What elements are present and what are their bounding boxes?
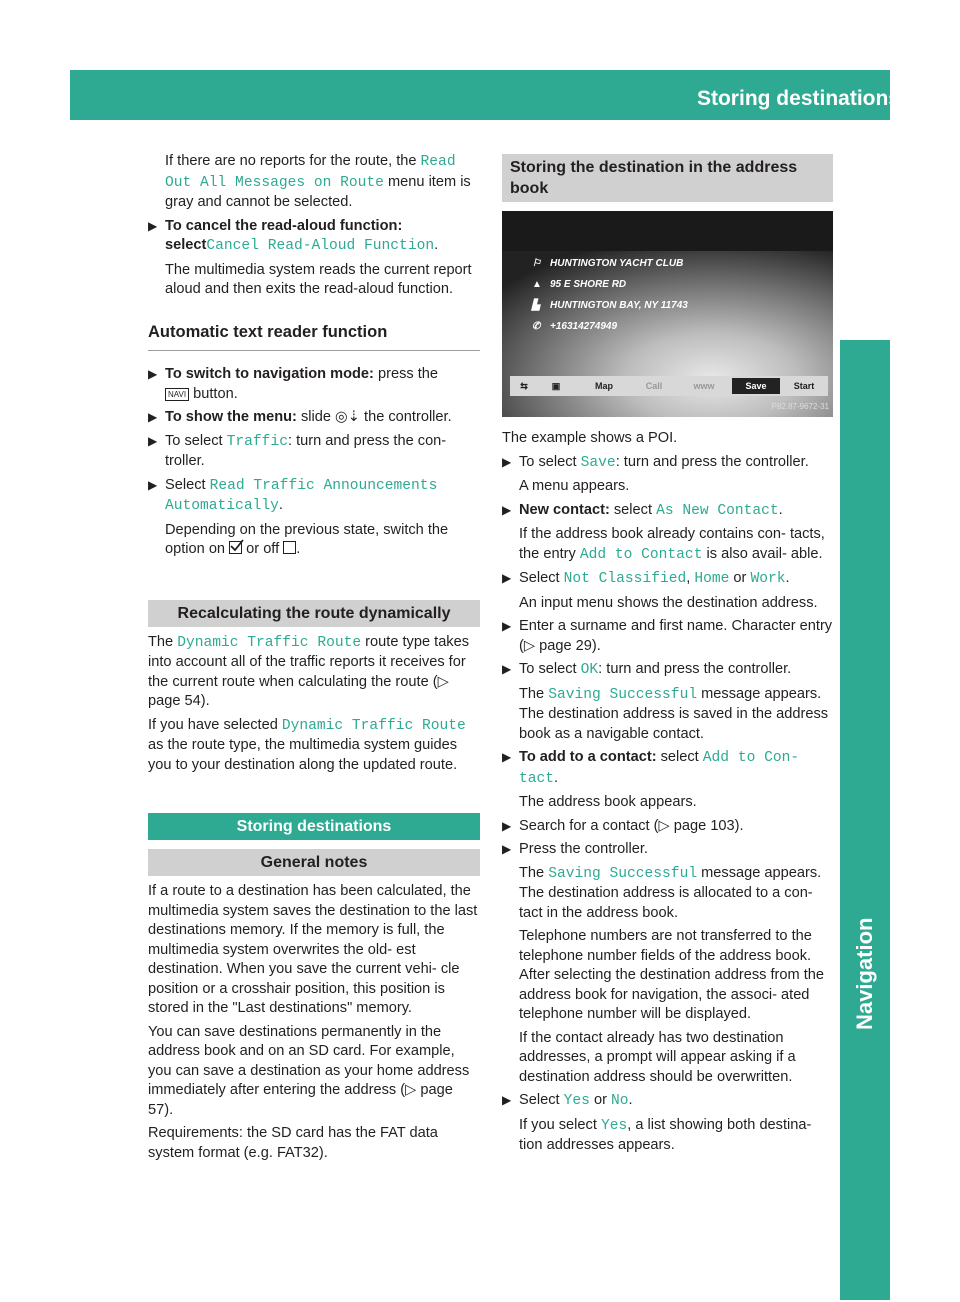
step-select-category: ▶ Select Not Classified, Home or Work. — [502, 570, 790, 587]
arrow-icon: ▶ — [148, 433, 158, 448]
location-icon: ▲ — [532, 279, 542, 290]
add-to-contact-desc: The address book appears. — [519, 794, 697, 810]
heading-recalculating-route: Recalculating the route dynamically — [148, 600, 480, 627]
phone-icon: ✆ — [532, 321, 541, 332]
category-desc: An input menu shows the destination address. — [519, 594, 818, 611]
controller-slide-icon: ◎⇣ — [335, 409, 360, 425]
header-title: Storing destinations — [696, 87, 900, 110]
poi-city-row: ▙ HUNTINGTON BAY, NY 11743 — [532, 300, 688, 311]
general-paragraph-1: If a route to a destination has been calculated, the multimedia system saves the destination to the last destinations memory. If the memory is full, the multimedia system overwrites the old- est destination. When you save the current vehi- cle position or a crosshair position, this position is stored in the "Last destinations" memory. — [148, 883, 478, 1016]
navi-key-icon: NAVI — [165, 388, 189, 401]
poi-name-row: ⚐ HUNTINGTON YACHT CLUB — [532, 258, 684, 269]
arrow-icon: ▶ — [148, 218, 158, 233]
screen-menu-bar — [510, 376, 828, 396]
arrow-icon: ▶ — [502, 1093, 512, 1107]
cancel-read-aloud-desc: The multimedia system reads the current report aloud and then exits the read-aloud function. — [165, 261, 472, 297]
arrow-icon: ▶ — [502, 619, 512, 633]
general-paragraph-2: You can save destinations permanently in the address book and on an SD card. For example, you can save a destination as your home address immediately after entering the address (▷ page 57). — [148, 1023, 470, 1118]
recalc-paragraph-2: If you have selected Dynamic Traffic Route as the route type, the multimedia system guides you to your destination along the updated route. — [148, 716, 466, 773]
ok-desc: The Saving Successful message appears. The destination address is saved in the address book as a navigable contact. — [519, 685, 829, 742]
save-desc: A menu appears. — [519, 478, 630, 494]
section-side-tab — [840, 340, 890, 1300]
step-select-traffic: ▶ To select Traffic: turn and press the con- troller. — [148, 432, 447, 469]
step-select-yes-no: ▶ Select Yes or No. — [502, 1092, 633, 1109]
flag-icon: ⚐ — [532, 258, 541, 269]
arrow-icon: ▶ — [502, 502, 512, 517]
step-press-controller: ▶ Press the controller. — [502, 840, 834, 860]
screen-save-button[interactable]: Save — [732, 378, 780, 394]
arrow-icon: ▶ — [148, 367, 158, 381]
announcements-desc: Depending on the previous state, switch the option on or off . — [165, 521, 449, 557]
contact-icon[interactable]: ▣ — [551, 381, 561, 391]
step-select-save: ▶ To select Save: turn and press the controller. — [502, 453, 809, 471]
step-search-contact: ▶ Search for a contact (▷ page 103). — [502, 817, 834, 837]
yes-no-desc: If you select Yes, a list showing both destina- tion addresses appears. — [519, 1116, 812, 1153]
navigation-screen-image — [502, 211, 833, 417]
heading-storing-destinations: Storing destinations — [148, 813, 480, 840]
right-column — [502, 429, 834, 1160]
screen-www-button[interactable]: www — [693, 381, 715, 391]
back-icon[interactable]: ⇆ — [520, 381, 528, 391]
new-contact-desc: If the address book already contains con- tacts, the entry Add to Contact is also avail- able. — [519, 526, 825, 563]
read-out-note: If there are no reports for the route, the Read Out All Messages on Route menu item is gray and cannot be selected. — [165, 153, 471, 210]
arrow-icon: ▶ — [502, 842, 512, 856]
left-column — [148, 152, 480, 1167]
step-new-contact: ▶ New contact: select As New Contact. — [502, 501, 783, 519]
press-controller-desc: The Saving Successful message appears. The destination address is allocated to a con- tact in the address book. — [519, 864, 822, 921]
page-header — [70, 70, 945, 120]
step-navigation-mode: ▶ To switch to navigation mode: press the NAVI button. — [148, 366, 439, 402]
telephone-note: Telephone numbers are not transferred to the telephone number fields of the address book. After selecting the destination address from the address book for navigation, the associ- ated telephone number will be displayed. — [519, 928, 825, 1022]
general-paragraph-3: Requirements: the SD card has the FAT data system format (e.g. FAT32). — [148, 1125, 438, 1161]
step-enter-name: ▶ Enter a surname and first name. Character entry (▷ page 29). — [502, 618, 833, 654]
screen-call-button[interactable]: Call — [645, 381, 663, 391]
screen-map-button[interactable]: Map — [595, 381, 613, 391]
arrow-icon: ▶ — [502, 454, 512, 469]
step-add-to-contact: ▶ To add to a contact: select Add to Con‐ tact. — [502, 749, 800, 787]
city-icon: ▙ — [532, 300, 540, 311]
step-show-menu: ▶ To show the menu: slide ◎⇣ the controller. — [148, 408, 480, 428]
poi-phone-row: ✆ +16314274949 — [532, 321, 618, 332]
arrow-icon: ▶ — [148, 477, 158, 492]
arrow-icon: ▶ — [502, 750, 512, 764]
arrow-icon: ▶ — [502, 662, 512, 676]
recalc-paragraph-1: The Dynamic Traffic Route route type takes into account all of the traffic reports it receives for the current route when calculating the route (▷ page 54). — [148, 633, 470, 709]
side-tab-label: Navigation — [852, 917, 877, 1030]
heading-automatic-text-reader: Automatic text reader function — [148, 318, 480, 352]
step-select-ok: ▶ To select OK: turn and press the controller. — [502, 661, 792, 678]
checkbox-unchecked-icon — [283, 541, 296, 554]
header-divider — [901, 76, 903, 120]
example-intro: The example shows a POI. — [502, 430, 678, 446]
step-select-announcements: ▶ Select Read Traffic Announcements Automatically. — [148, 476, 438, 514]
poi-street-row: ▲ 95 E SHORE RD — [532, 279, 627, 290]
arrow-icon: ▶ — [502, 818, 512, 833]
checkbox-checked-icon — [229, 541, 242, 554]
arrow-icon: ▶ — [502, 571, 512, 585]
screen-start-button[interactable]: Start — [793, 381, 815, 391]
image-reference-code: P82.87-9672-31 — [771, 402, 829, 411]
heading-general-notes: General notes — [148, 849, 480, 876]
two-destinations-note: If the contact already has two destination addresses, a prompt will appear asking if a destination address should be overwritten. — [519, 1029, 796, 1085]
page-number: 79 — [923, 89, 945, 109]
step-cancel-read-aloud: ▶ To cancel the read-aloud function: selectCancel Read-Aloud Function. — [148, 217, 439, 254]
arrow-icon: ▶ — [148, 410, 158, 424]
heading-address-book: Storing the destination in the address book — [502, 154, 833, 202]
